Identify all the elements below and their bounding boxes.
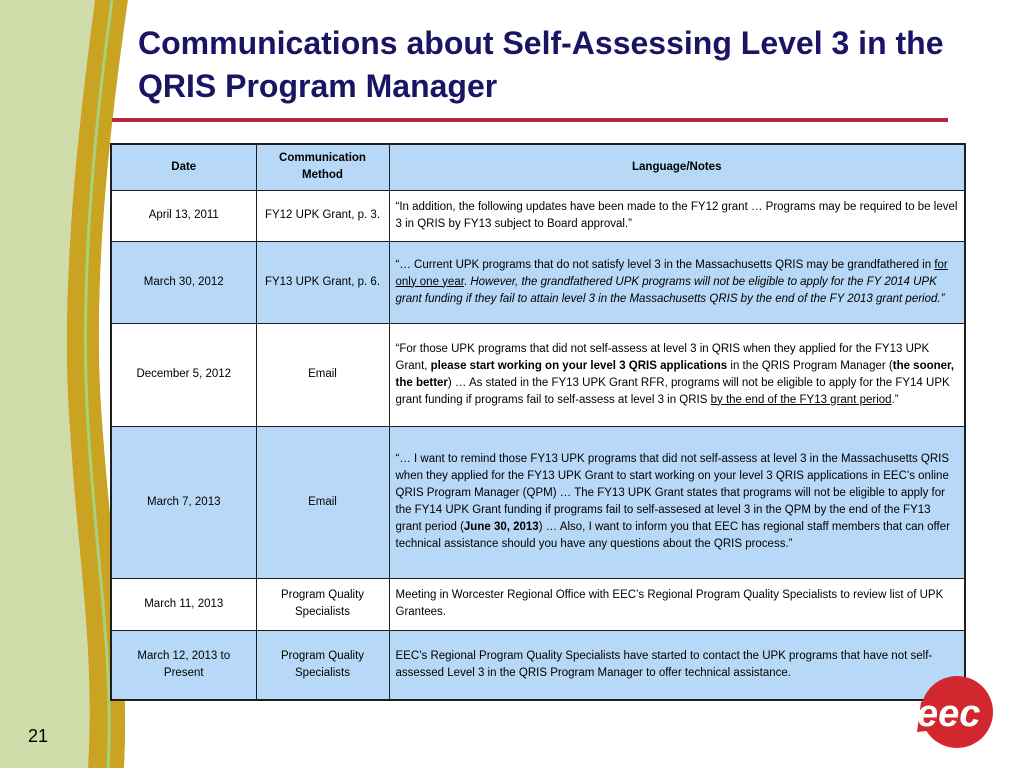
row-date: March 11, 2013 (111, 578, 256, 630)
note-text: ) … Also, I want to inform you that EEC has regional staff members that can offer technical assistance should you have any questions about the QRIS process.” (395, 521, 950, 550)
note-text: Meeting in Worcester Regional Office with EEC’s Regional Program Quality Specialists to review list of UPK Grantees. (395, 589, 944, 618)
note-text-bold: June 30, 2013 (463, 521, 539, 533)
row-notes (389, 578, 965, 630)
note-text-underlined: for only one year (395, 258, 948, 288)
note-text: . (463, 275, 471, 288)
note-text-underlined: by the end of the FY13 grant period (710, 393, 892, 406)
table-row (111, 578, 965, 630)
slide-title: Communications about Self-Assessing Level 3 in the QRIS Program Manager (138, 25, 944, 104)
table-row (111, 426, 965, 578)
row-notes (389, 630, 965, 700)
note-text: “… I want to remind those FY13 UPK programs that did not self-assess at level 3 in the Massachusetts QRIS when they applied for the FY13 UPK Grant to start working on your level 3 QRIS applications in EEC’s online QRIS Program Manager (QPM) … The FY13 UPK Grant states that programs will not be eligible to apply for the FY14 UPK Grant funding if programs fail to self-assesed at level 3 in the QPM by the end of the FY13 grant period ( (395, 453, 950, 533)
row-date: March 12, 2013 to Present (111, 630, 256, 700)
row-date: March 7, 2013 (111, 426, 256, 578)
note-text: in the QRIS Program Manager ( (727, 359, 893, 372)
row-method: Email (256, 323, 389, 426)
table-row (111, 323, 965, 426)
row-date: March 30, 2012 (111, 241, 256, 323)
row-notes (389, 426, 965, 578)
row-date: April 13, 2011 (111, 190, 256, 241)
table-header-row (111, 144, 965, 190)
row-method: Program Quality Specialists (256, 630, 389, 700)
note-text: .” (891, 393, 899, 406)
row-date: December 5, 2012 (111, 323, 256, 426)
header-language-notes: Language/Notes (389, 144, 965, 190)
table-row (111, 630, 965, 700)
communications-table (110, 143, 966, 701)
header-date: Date (111, 144, 256, 190)
note-text-italic: However, the grandfathered UPK programs will not be eligible to apply for the FY 2014 UPK grant funding if they fail to attain level 3 in the Massachusetts QRIS by the end of the FY 2013 grant period.” (395, 275, 945, 305)
note-text: EEC’s Regional Program Quality Specialists have started to contact the UPK programs that have not self-assessed Level 3 in the QRIS Program Manager to offer technical assistance. (395, 649, 933, 679)
logo-wordmark: eec (917, 693, 981, 735)
note-text: ) … As stated in the FY13 UPK Grant RFR, programs will not be eligible to apply for the FY14 UPK grant funding if programs fail to self-assess at level 3 in QRIS (395, 376, 950, 406)
title-divider (112, 118, 948, 122)
note-text: “For those UPK programs that did not self-assess at level 3 in QRIS when they applied for the FY13 UPK Grant, (395, 342, 930, 372)
table-row (111, 241, 965, 323)
row-notes (389, 190, 965, 241)
row-notes (389, 241, 965, 323)
row-method: Program Quality Specialists (256, 578, 389, 630)
note-text: “In addition, the following updates have been made to the FY12 grant … Programs may be required to be level 3 in QRIS by FY13 subject to Board approval.” (395, 200, 958, 230)
eec-logo (905, 672, 993, 752)
row-method: FY13 UPK Grant, p. 6. (256, 241, 389, 323)
table-row (111, 190, 965, 241)
note-text-bold: the sooner, the better (395, 359, 955, 389)
row-method: Email (256, 426, 389, 578)
row-notes (389, 323, 965, 426)
row-method: FY12 UPK Grant, p. 3. (256, 190, 389, 241)
header-communication-method: Communication Method (256, 144, 389, 190)
note-text-bold: please start working on your level 3 QRIS applications (430, 359, 728, 372)
note-text: “… Current UPK programs that do not satisfy level 3 in the Massachusetts QRIS may be grandfathered in (395, 258, 935, 271)
slide-number: 21 (28, 726, 49, 746)
